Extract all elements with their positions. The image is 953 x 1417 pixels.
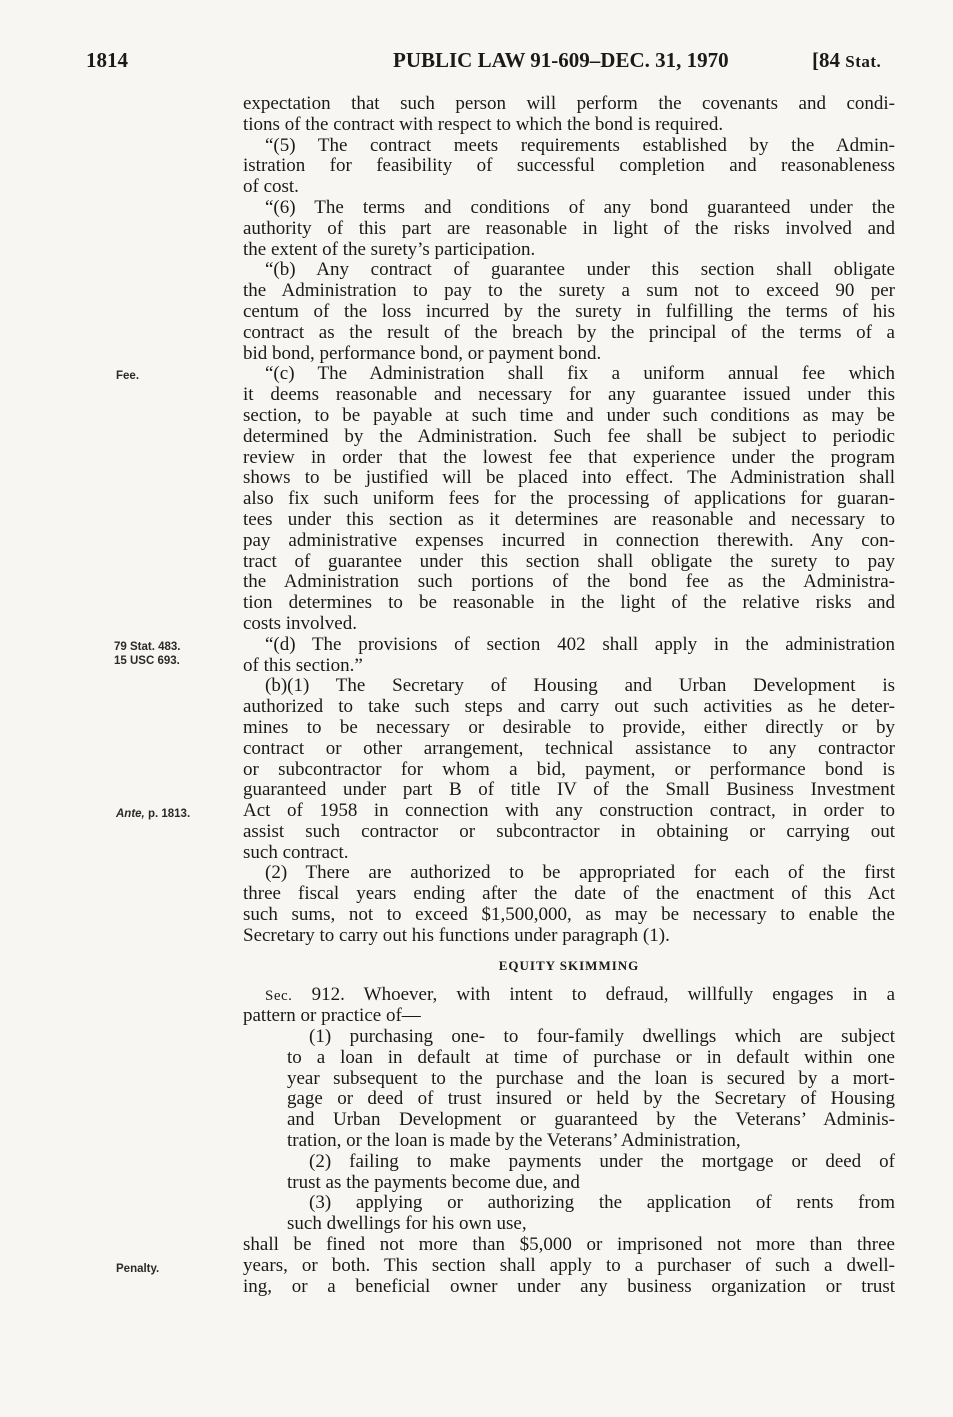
body-line: “(b) Any contract of guarantee under this section shall obligate xyxy=(265,259,895,281)
section-line: years, or both. This section shall apply to a purchaser of such a dwell- xyxy=(243,1254,895,1276)
body-line: expectation that such person will perform the covenants and condi- xyxy=(243,93,895,114)
section-line: pattern or practice of— xyxy=(243,1005,421,1027)
body-line: authorized to take such steps and carry out such activities as he deter- xyxy=(243,696,895,718)
body-line: “(6) The terms and conditions of any bond guaranteed under the xyxy=(265,196,895,218)
body-line: bid bond, performance bond, or payment bond. xyxy=(243,342,602,364)
body-line: or subcontractor for whom a bid, payment, or performance bond is xyxy=(243,758,895,780)
body-line: the Administration to pay to the surety a sum not to exceed 90 per xyxy=(243,280,895,302)
body-line: Act of 1958 in connection with any construction contract, in order to xyxy=(243,800,895,822)
body-line: “(d) The provisions of section 402 shall apply in the administration xyxy=(265,633,895,655)
margin-note-stat-2: 15 USC 693. xyxy=(114,655,180,667)
body-line: “(c) The Administration shall fix a uniform annual fee which xyxy=(265,363,895,385)
section-line: shall be fined not more than $5,000 or imprisoned not more than three xyxy=(243,1234,895,1256)
margin-note-fee: Fee. xyxy=(116,370,140,382)
page-header xyxy=(0,44,953,78)
body-line: shows to be justified will be placed into effect. The Administration shall xyxy=(243,467,895,489)
body-line: it deems reasonable and necessary for any guarantee issued under this xyxy=(243,384,895,406)
margin-note-ante-suffix: p. 1813. xyxy=(144,808,191,820)
body-line: (b)(1) The Secretary of Housing and Urban Development is xyxy=(265,675,895,697)
margin-note-ante xyxy=(116,807,190,821)
margin-note-stat-1: 79 Stat. 483. xyxy=(114,641,181,653)
body-line: the Administration such portions of the bond fee as the Administra- xyxy=(243,571,895,593)
body-line: tees under this section as it determines are reasonable and necessary to xyxy=(243,508,895,530)
body-line: the extent of the surety’s participation. xyxy=(243,238,536,260)
section-line xyxy=(243,985,895,1006)
body-line: Secretary to carry out his functions under paragraph (1). xyxy=(243,924,670,946)
body-line: tract of guarantee under this section shall obligate the surety to pay xyxy=(243,550,895,572)
margin-note-penalty: Penalty. xyxy=(116,1263,160,1275)
body-line: contract as the result of the breach by the principal of the terms of a xyxy=(243,321,895,343)
body-line: such contract. xyxy=(243,841,349,863)
section-line: ing, or a beneficial owner under any business organization or trust xyxy=(243,1275,895,1297)
body-line: also fix such uniform fees for the processing of applications for guaran- xyxy=(243,488,895,510)
body-line: contract or other arrangement, technical assistance to any contractor xyxy=(243,737,895,759)
section-line: (3) applying or authorizing the application of rents from xyxy=(309,1192,895,1214)
body-line: such sums, not to exceed $1,500,000, as may be necessary to enable the xyxy=(243,904,895,926)
section-line: trust as the payments become due, and xyxy=(287,1171,580,1193)
body-line: authority of this part are reasonable in light of the risks involved and xyxy=(243,217,895,239)
body-line: assist such contractor or subcontractor in obtaining or carrying out xyxy=(243,820,895,842)
statute-volume: [84 xyxy=(812,48,846,72)
body-line: pay administrative expenses incurred in connection therewith. Any con- xyxy=(243,529,895,551)
section-line: year subsequent to the purchase and the loan is secured by a mort- xyxy=(287,1067,895,1089)
margin-note-stat-cite xyxy=(114,640,180,668)
body-line: “(5) The contract meets requirements established by the Admin- xyxy=(265,134,895,156)
page-number: 1814 xyxy=(86,48,128,72)
margin-note-ante-prefix: Ante, xyxy=(116,808,145,820)
statute-word: Stat. xyxy=(845,52,882,71)
section-heading: EQUITY SKIMMING xyxy=(498,957,640,973)
body-line: guaranteed under part B of title IV of the Small Business Investment xyxy=(243,779,895,801)
body-line: determined by the Administration. Such fee shall be subject to periodic xyxy=(243,425,895,447)
body-line: (2) There are authorized to be appropriated for each of the first xyxy=(265,862,895,884)
section-line-text: 912. Whoever, with intent to defraud, willfully engages in a xyxy=(292,984,895,1006)
body-line: centum of the loss incurred by the surety in fulfilling the terms of his xyxy=(243,300,895,322)
running-head: PUBLIC LAW 91-609–DEC. 31, 1970 xyxy=(393,48,729,72)
section-line: (1) purchasing one- to four-family dwellings which are subject xyxy=(309,1026,895,1048)
body-text xyxy=(243,94,895,1297)
body-line: tions of the contract with respect to which the bond is required. xyxy=(243,113,724,135)
body-line: three fiscal years ending after the date of the enactment of this Act xyxy=(243,883,895,905)
section-line: such dwellings for his own use, xyxy=(287,1213,527,1235)
body-line: mines to be necessary or desirable to provide, either directly or by xyxy=(243,716,895,738)
body-line: review in order that the lowest fee that experience under the program xyxy=(243,446,895,468)
body-line: section, to be payable at such time and under such conditions as may be xyxy=(243,404,895,426)
body-line: costs involved. xyxy=(243,612,357,634)
section-line: and Urban Development or guaranteed by the Veterans’ Adminis- xyxy=(287,1109,895,1131)
body-line: of this section.” xyxy=(243,654,363,676)
section-line: tration, or the loan is made by the Veterans’ Administration, xyxy=(287,1130,741,1152)
body-line: of cost. xyxy=(243,176,299,198)
body-line: istration for feasibility of successful completion and reasonableness xyxy=(243,155,895,177)
section-line: (2) failing to make payments under the mortgage or deed of xyxy=(309,1150,895,1172)
section-line: gage or deed of trust insured or held by the Secretary of Housing xyxy=(287,1088,895,1110)
body-line: tion determines to be reasonable in the light of the relative risks and xyxy=(243,592,895,614)
section-line: to a loan in default at time of purchase or in default within one xyxy=(287,1046,895,1068)
section-label: Sec. xyxy=(265,988,293,1005)
statute-reference xyxy=(812,48,881,73)
